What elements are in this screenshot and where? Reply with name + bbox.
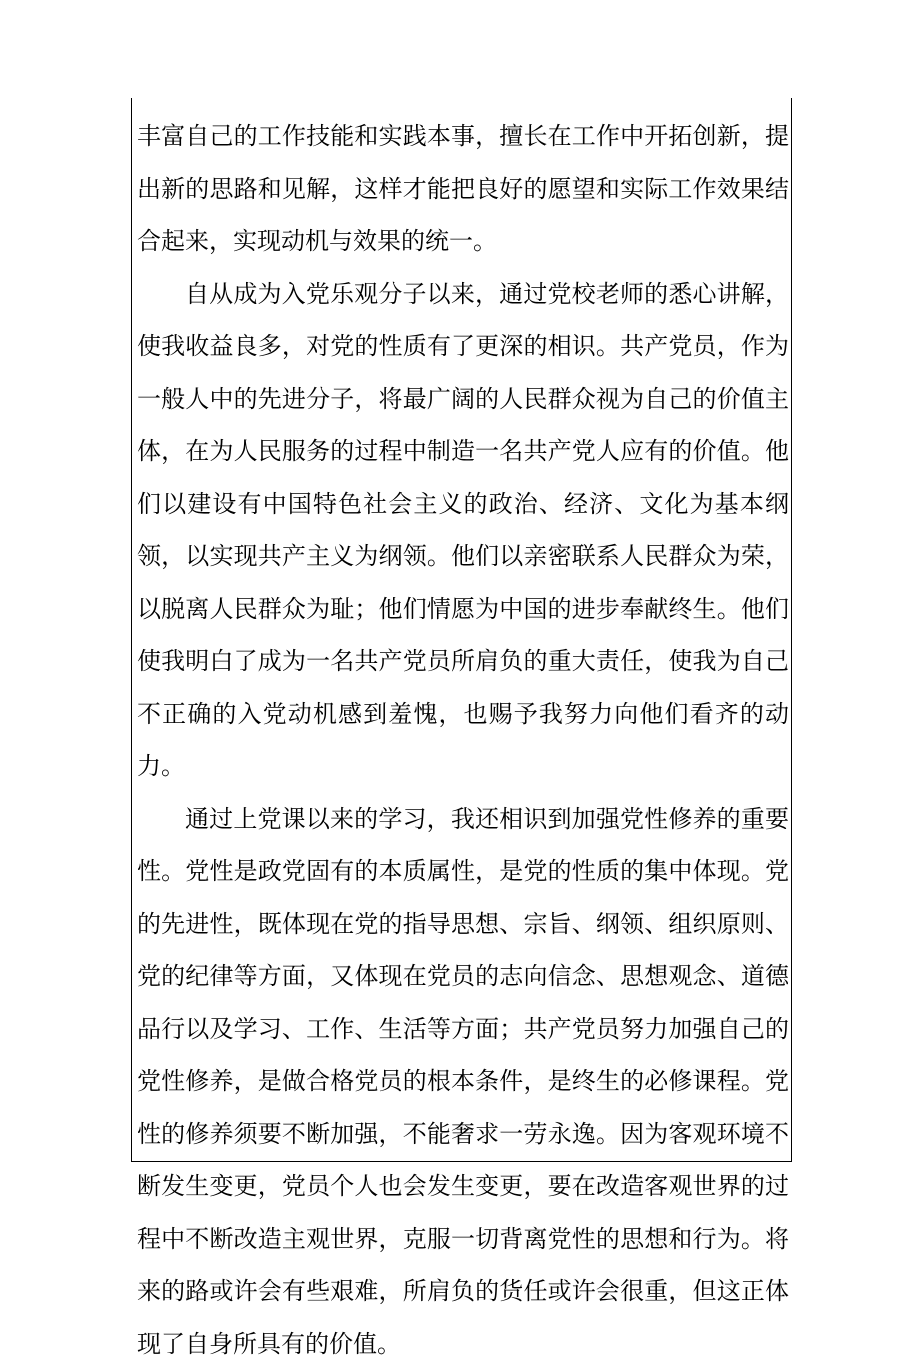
paragraph-1: 丰富自己的工作技能和实践本事，擅长在工作中开拓创新，提出新的思路和见解，这样才能把良好的愿望和实际工作效果结合起来，实现动机与效果的统一。 bbox=[137, 110, 789, 268]
document-body bbox=[137, 110, 789, 1370]
paragraph-2: 自从成为入党乐观分子以来，通过党校老师的悉心讲解，使我收益良多，对党的性质有了更深的相识。共产党员，作为一般人中的先进分子，将最广阔的人民群众视为自己的价值主体，在为人民服务的过程中制造一名共产党人应有的价值。他们以建设有中国特色社会主义的政治、经济、文化为基本纲领，以实现共产主义为纲领。他们以亲密联系人民群众为荣，以脱离人民群众为耻；他们情愿为中国的进步奉献终生。他们使我明白了成为一名共产党员所肩负的重大责任，使我为自己不正确的入党动机感到羞愧，也赐予我努力向他们看齐的动力。 bbox=[137, 268, 789, 793]
paragraph-3: 通过上党课以来的学习，我还相识到加强党性修养的重要性。党性是政党固有的本质属性，是党的性质的集中体现。党的先进性，既体现在党的指导思想、宗旨、纲领、组织原则、党的纪律等方面，又体现在党员的志向信念、思想观念、道德品行以及学习、工作、生活等方面；共产党员努力加强自己的党性修养，是做合格党员的根本条件，是终生的必修课程。党性的修养须要不断加强，不能奢求一劳永逸。因为客观环境不断发生变更，党员个人也会发生变更，要在改造客观世界的过程中不断改造主观世界，克服一切背离党性的思想和行为。将来的路或许会有些艰难，所肩负的货任或许会很重，但这正体现了自身所具有的价值。 bbox=[137, 793, 789, 1370]
